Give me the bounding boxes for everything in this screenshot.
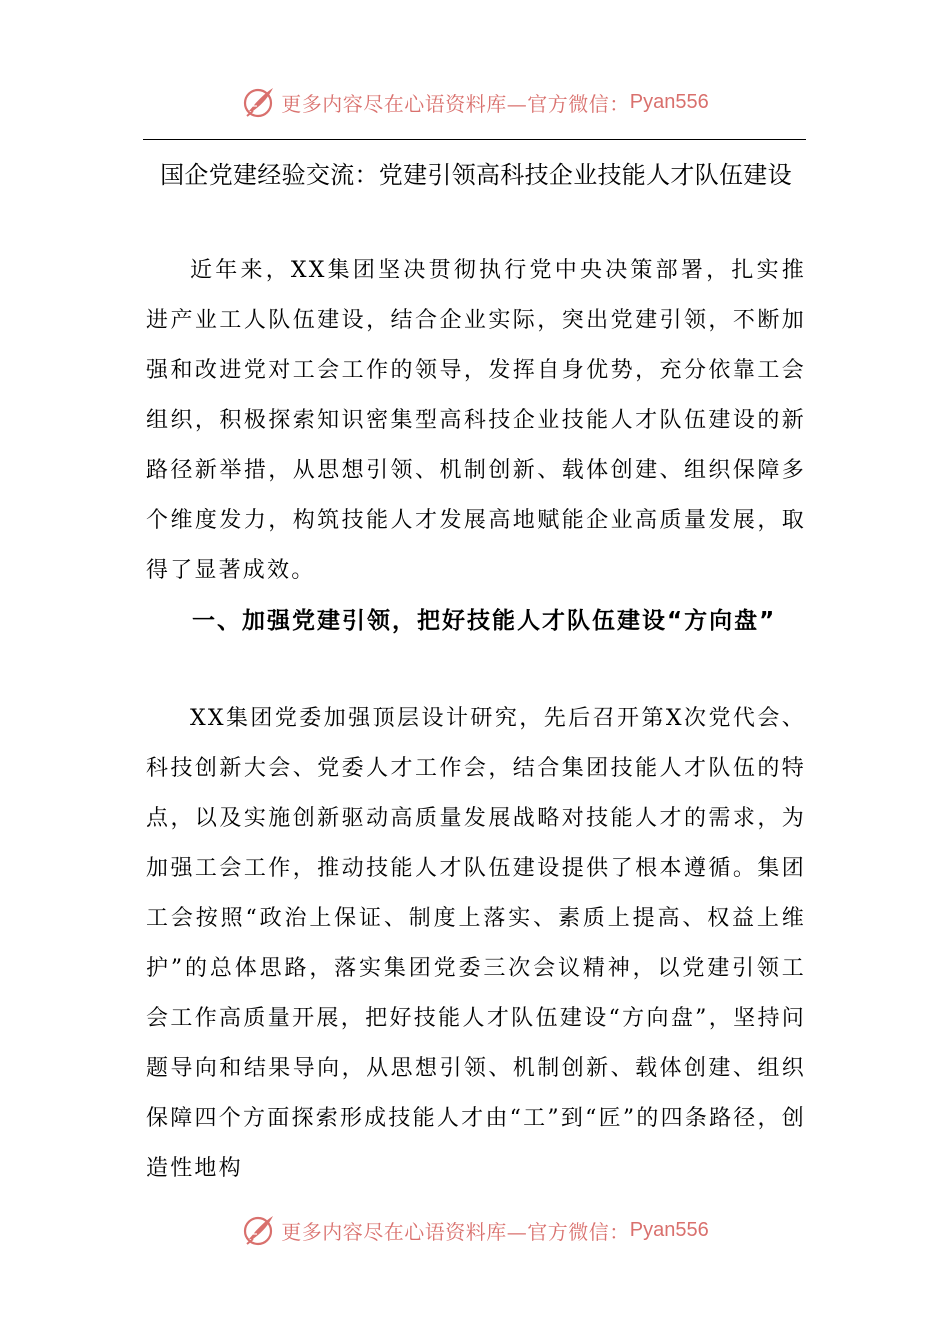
section-heading: 一、加强党建引领，把好技能人才队伍建设“方向盘”: [192, 608, 777, 634]
quill-logo-icon: [241, 1212, 277, 1248]
section-body-paragraph: XX集团党委加强顶层设计研究，先后召开第X次党代会、科技创新大会、党委人才工作会，结合集团技能人才队伍的特点，以及实施创新驱动高质量发展战略对技能人才的需求，为加强工会工作，推动技能人才队伍建设提供了根本遵循。集团工会按照“政治上保证、制度上落实、素质上提高、权益上维护”的总体思路，落实集团党委三次会议精神，以党建引领工会工作高质量开展，把好技能人才队伍建设“方向盘”，坚持问题导向和结果导向，从思想引领、机制创新、载体创建、组织保障四个方面探索形成技能人才由“工”到“匠”的四条路径，创造性地构: [146, 706, 806, 1181]
banner-wechat-id: Pyan556: [629, 90, 709, 113]
banner-text: 更多内容尽在心语资料库—官方微信：: [281, 91, 630, 116]
quill-logo-icon: [241, 84, 277, 120]
banner-wechat-id: Pyan556: [629, 1218, 709, 1241]
header-banner: [0, 80, 950, 124]
document-title: 国企党建经验交流：党建引领高科技企业技能人才队伍建设: [160, 161, 792, 189]
intro-paragraph: 近年来，XX集团坚决贯彻执行党中央决策部署，扎实推进产业工人队伍建设，结合企业实际，突出党建引领，不断加强和改进党对工会工作的领导，发挥自身优势，充分依靠工会组织，积极探索知识密集型高科技企业技能人才队伍建设的新路径新举措，从思想引领、机制创新、载体创建、组织保障多个维度发力，构筑技能人才发展高地赋能企业高质量发展，取得了显著成效。: [146, 258, 806, 583]
banner-text: 更多内容尽在心语资料库—官方微信：: [281, 1219, 630, 1244]
footer-banner: [0, 1208, 950, 1252]
header-divider: [143, 139, 806, 140]
